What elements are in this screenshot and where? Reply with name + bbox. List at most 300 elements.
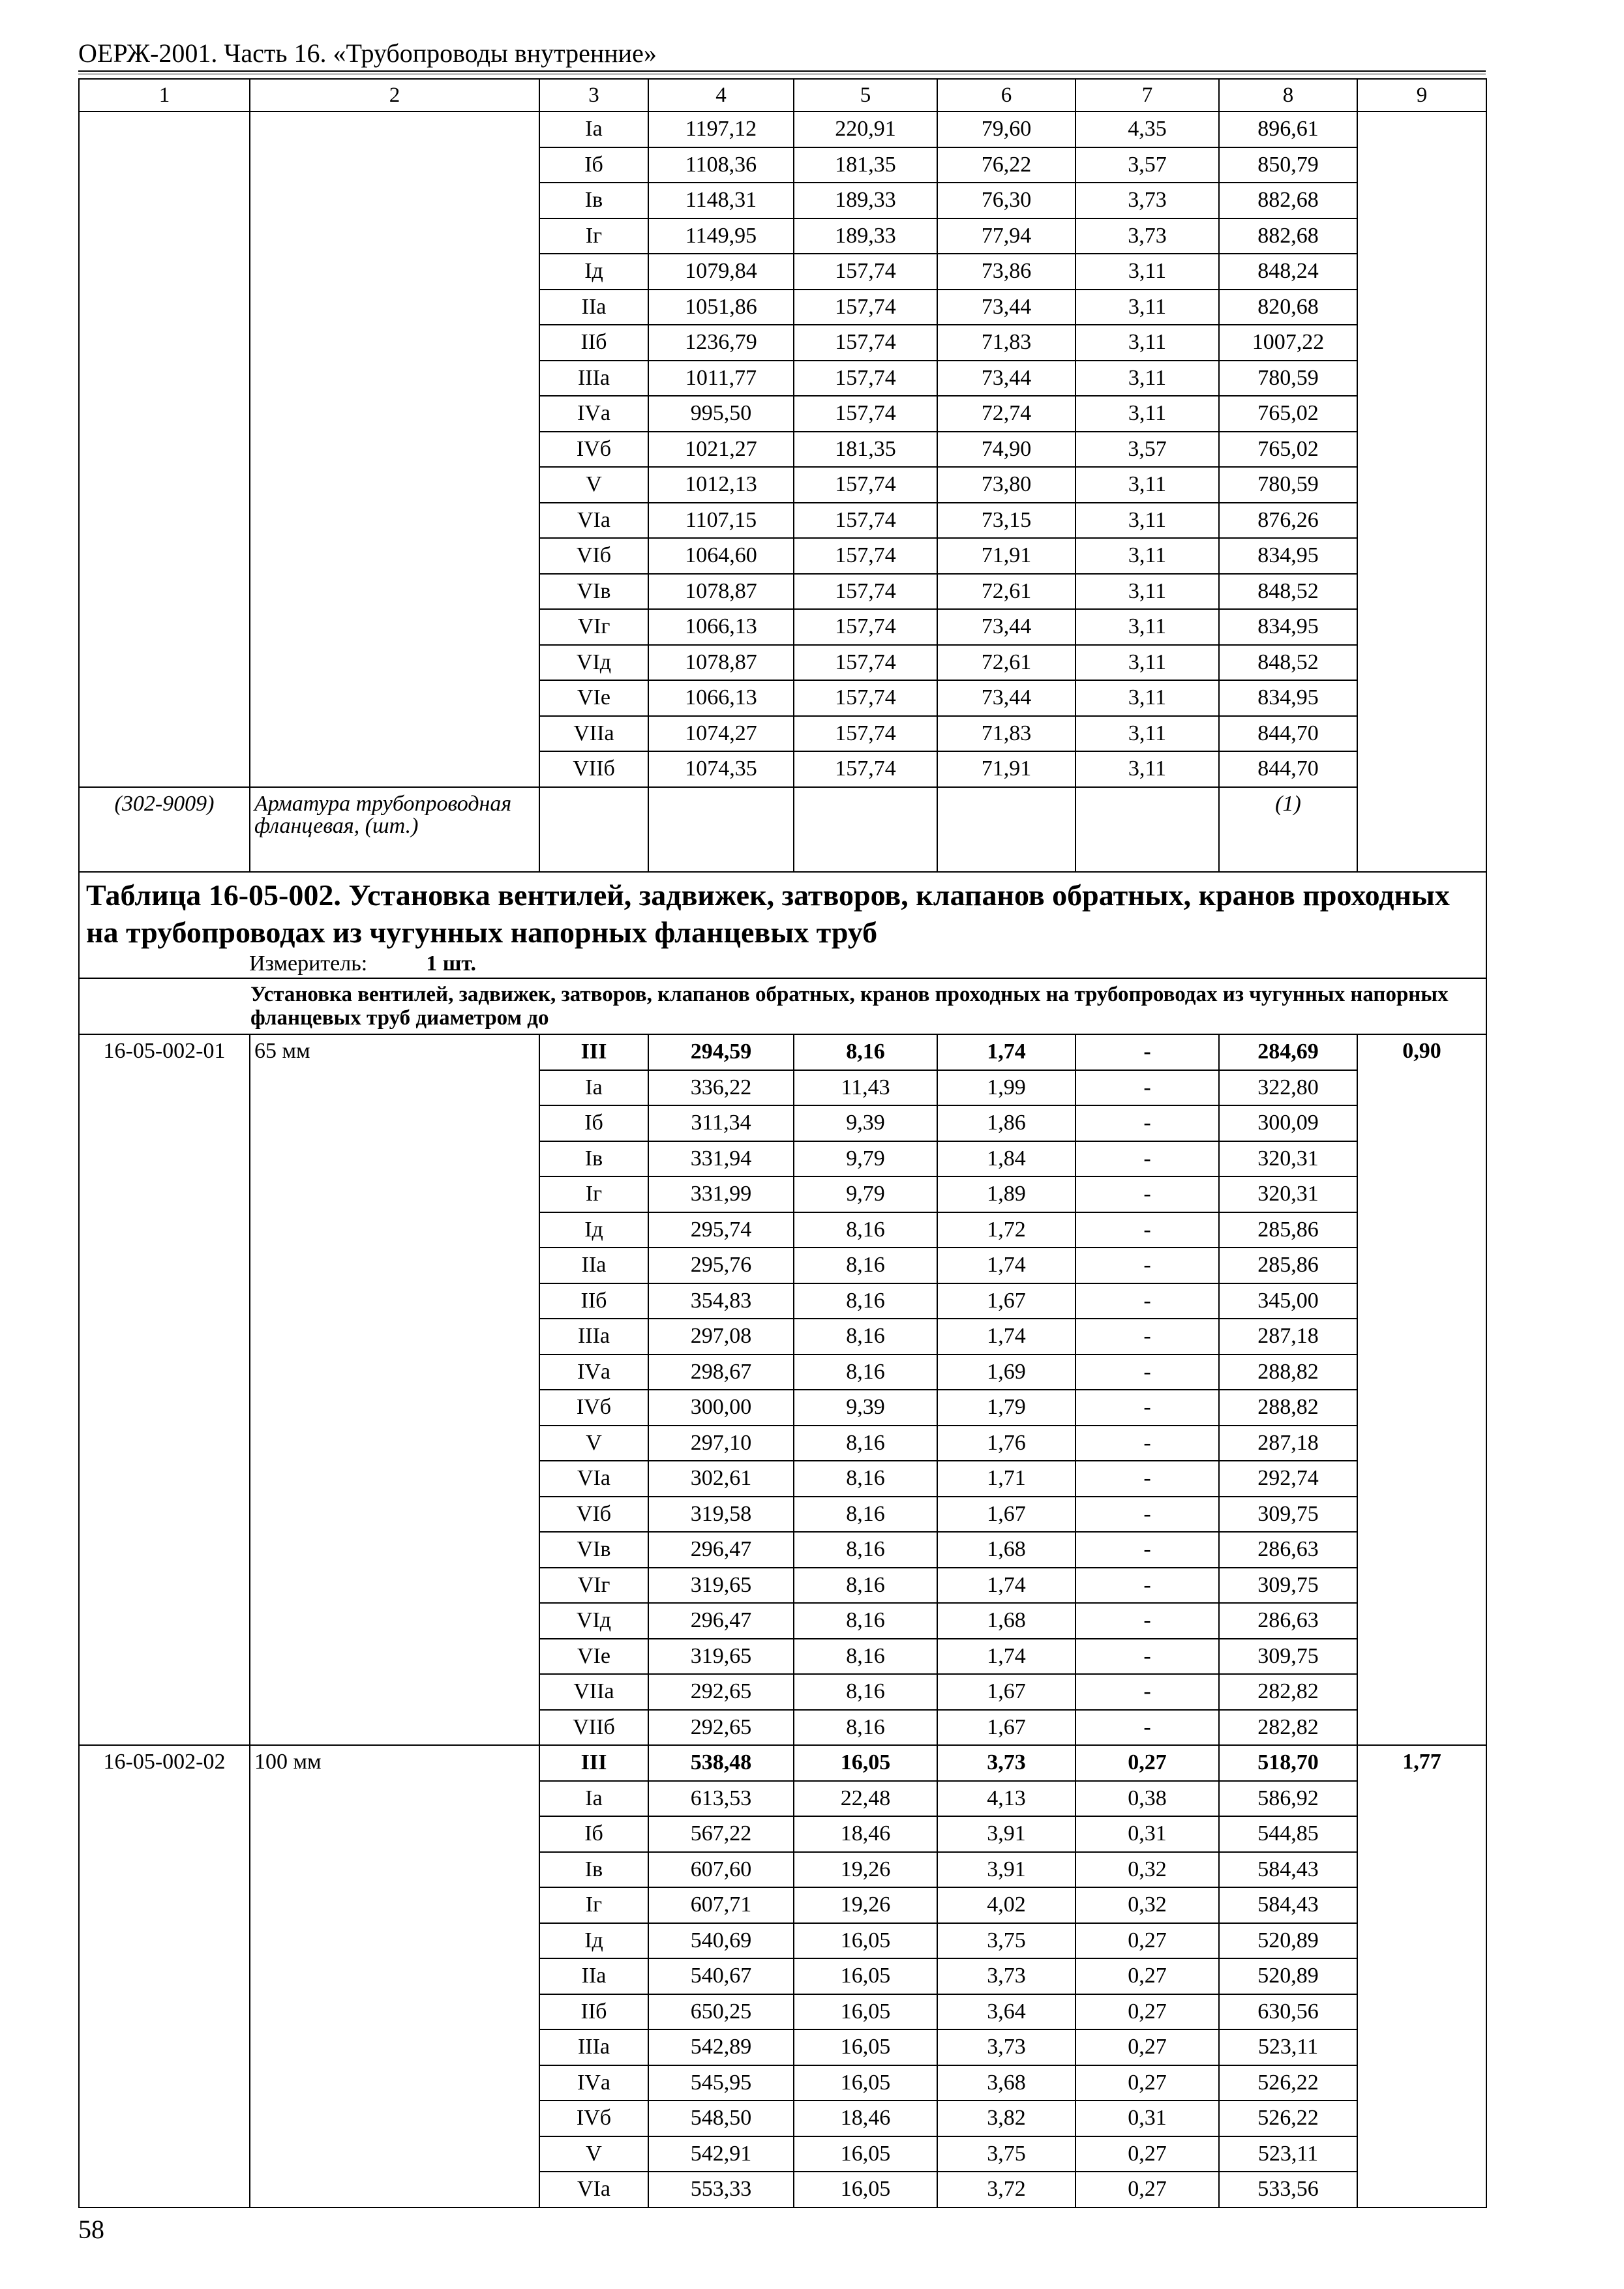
value-cell: 553,33 [648,2172,794,2207]
value-cell: 73,44 [937,290,1075,325]
zone-cell: VIб [539,1497,648,1533]
value-cell: 1074,27 [648,716,794,752]
value-cell: 309,75 [1219,1497,1357,1533]
value-cell: 285,86 [1219,1248,1357,1283]
zone-cell: III [539,1034,648,1070]
value-cell: 1021,27 [648,432,794,468]
measure-value: 1 шт. [426,951,477,976]
value-cell: 8,16 [794,1212,937,1248]
value-cell: 157,74 [794,645,937,681]
zone-cell: VIа [539,503,648,539]
page-number: 58 [78,2215,104,2244]
zone-cell: VIа [539,1461,648,1497]
value-cell: 189,33 [794,218,937,254]
value-cell: 0,27 [1075,1958,1219,1994]
value-cell: 71,83 [937,716,1075,752]
value-cell: 518,70 [1219,1745,1357,1781]
zone-cell: VIв [539,574,648,610]
column-number: 2 [250,79,539,112]
value-cell: - [1075,1426,1219,1461]
value-cell: 8,16 [794,1461,937,1497]
value-cell: 1,68 [937,1603,1075,1639]
value-cell: - [1075,1176,1219,1212]
zone-cell: VIе [539,1639,648,1675]
value-cell: - [1075,1532,1219,1568]
value-cell: 16,05 [794,1994,937,2030]
value-cell: 73,86 [937,254,1075,290]
value-cell: 288,82 [1219,1354,1357,1390]
zone-cell: VIг [539,1568,648,1604]
value-cell: 0,32 [1075,1887,1219,1923]
value-cell: 4,02 [937,1887,1075,1923]
value-cell: 0,27 [1075,2136,1219,2172]
column-number: 1 [79,79,250,112]
value-cell: 79,60 [937,112,1075,147]
value-cell: 16,05 [794,2029,937,2065]
zone-cell: Iа [539,1781,648,1817]
empty-cell [648,787,794,872]
value-cell: 1078,87 [648,574,794,610]
value-cell: 1,74 [937,1319,1075,1354]
column-number: 9 [1357,79,1486,112]
labor-value: 0,90 [1357,1034,1486,1745]
zone-cell: VIа [539,2172,648,2207]
value-cell: 157,74 [794,396,937,432]
value-cell: 157,74 [794,503,937,539]
table-title-row [79,872,1486,978]
zone-cell: IIIа [539,2029,648,2065]
table-description: Установка вентилей, задвижек, затворов, клапанов обратных, кранов проходных на трубопроводах из чугунных напорных фланцевых труб диаметром до [250,982,1449,1030]
value-cell: 8,16 [794,1354,937,1390]
value-cell: - [1075,1070,1219,1106]
col9-empty [1357,112,1486,872]
value-cell: 3,11 [1075,609,1219,645]
value-cell: 1108,36 [648,147,794,183]
value-cell: 1,74 [937,1034,1075,1070]
value-cell: 19,26 [794,1852,937,1888]
column-number: 6 [937,79,1075,112]
value-cell: 3,73 [937,1745,1075,1781]
zone-cell: VIг [539,609,648,645]
value-cell: 0,27 [1075,2065,1219,2101]
value-cell: 1074,35 [648,751,794,787]
zone-cell: VIIб [539,1710,648,1746]
value-cell: 73,44 [937,680,1075,716]
value-cell: 320,31 [1219,1176,1357,1212]
table-row [79,1745,1486,1781]
rate-code: 16-05-002-02 [79,1745,250,2207]
value-cell: 76,30 [937,183,1075,218]
value-cell: 3,82 [937,2101,1075,2136]
value-cell: 542,91 [648,2136,794,2172]
value-cell: 1,71 [937,1461,1075,1497]
zone-cell: IIб [539,1994,648,2030]
zone-cell: Iа [539,1070,648,1106]
value-cell: 1,86 [937,1105,1075,1141]
value-cell: 73,15 [937,503,1075,539]
zone-cell: IVа [539,396,648,432]
value-cell: 157,74 [794,680,937,716]
value-cell: 157,74 [794,361,937,396]
value-cell: 3,73 [937,1958,1075,1994]
value-cell: 630,56 [1219,1994,1357,2030]
value-cell: 294,59 [648,1034,794,1070]
value-cell: 3,64 [937,1994,1075,2030]
value-cell: 8,16 [794,1532,937,1568]
value-cell: 295,74 [648,1212,794,1248]
value-cell: 1236,79 [648,325,794,361]
value-cell: - [1075,1497,1219,1533]
value-cell: 8,16 [794,1710,937,1746]
value-cell: 1,74 [937,1248,1075,1283]
value-cell: 584,43 [1219,1887,1357,1923]
value-cell: 292,65 [648,1710,794,1746]
zone-cell: VIд [539,645,648,681]
table-title-cell [79,872,1486,978]
zone-cell: IVа [539,1354,648,1390]
value-cell: 848,52 [1219,645,1357,681]
value-cell: 834,95 [1219,538,1357,574]
value-cell: 0,27 [1075,2029,1219,2065]
value-cell: 3,11 [1075,645,1219,681]
zone-cell: IVб [539,2101,648,2136]
value-cell: 309,75 [1219,1568,1357,1604]
value-cell: 16,05 [794,1958,937,1994]
empty-cell [539,787,648,872]
value-cell: 297,10 [648,1426,794,1461]
value-cell: 4,35 [1075,112,1219,147]
table-body [79,79,1486,2207]
value-cell: 1079,84 [648,254,794,290]
value-cell: 3,11 [1075,680,1219,716]
value-cell: 4,13 [937,1781,1075,1817]
zone-cell: Iб [539,1816,648,1852]
value-cell: 1,89 [937,1176,1075,1212]
value-cell: 650,25 [648,1994,794,2030]
value-cell: 282,82 [1219,1710,1357,1746]
value-cell: 220,91 [794,112,937,147]
value-cell: 292,65 [648,1674,794,1710]
armature-row [79,787,1486,872]
value-cell: - [1075,1248,1219,1283]
value-cell: 1066,13 [648,680,794,716]
zone-cell: Iд [539,1923,648,1959]
value-cell: 3,57 [1075,432,1219,468]
rate-name: 65 мм [250,1034,539,1745]
value-cell: 157,74 [794,467,937,503]
value-cell: 71,91 [937,538,1075,574]
value-cell: 16,05 [794,2172,937,2207]
value-cell: 844,70 [1219,716,1357,752]
value-cell: 1066,13 [648,609,794,645]
value-cell: 995,50 [648,396,794,432]
value-cell: 298,67 [648,1354,794,1390]
zone-cell: V [539,467,648,503]
value-cell: - [1075,1568,1219,1604]
value-cell: 296,47 [648,1603,794,1639]
value-cell: - [1075,1603,1219,1639]
value-cell: 8,16 [794,1319,937,1354]
value-cell: 309,75 [1219,1639,1357,1675]
value-cell: 8,16 [794,1603,937,1639]
zone-cell: Iа [539,112,648,147]
value-cell: 8,16 [794,1568,937,1604]
value-cell: 311,34 [648,1105,794,1141]
value-cell: 542,89 [648,2029,794,2065]
value-cell: 73,44 [937,609,1075,645]
value-cell: 0,31 [1075,1816,1219,1852]
value-cell: 844,70 [1219,751,1357,787]
description-cell [79,978,1486,1035]
value-cell: 3,68 [937,2065,1075,2101]
value-cell: 848,24 [1219,254,1357,290]
value-cell: 1149,95 [648,218,794,254]
value-cell: 8,16 [794,1497,937,1533]
zone-cell: VIIа [539,716,648,752]
zone-cell: IVа [539,2065,648,2101]
value-cell: 567,22 [648,1816,794,1852]
value-cell: 319,58 [648,1497,794,1533]
value-cell: 72,61 [937,645,1075,681]
value-cell: 1,76 [937,1426,1075,1461]
value-cell: - [1075,1283,1219,1319]
value-cell: 319,65 [648,1568,794,1604]
value-cell: 282,82 [1219,1674,1357,1710]
value-cell: 331,99 [648,1176,794,1212]
value-cell: - [1075,1212,1219,1248]
column-number: 3 [539,79,648,112]
value-cell: 302,61 [648,1461,794,1497]
value-cell: 3,72 [937,2172,1075,2207]
value-cell: 3,75 [937,1923,1075,1959]
value-cell: 0,38 [1075,1781,1219,1817]
value-cell: 1,67 [937,1710,1075,1746]
value-cell: - [1075,1319,1219,1354]
value-cell: 77,94 [937,218,1075,254]
value-cell: 331,94 [648,1141,794,1177]
value-cell: 8,16 [794,1674,937,1710]
value-cell: 354,83 [648,1283,794,1319]
value-cell: 18,46 [794,2101,937,2136]
value-cell: 3,11 [1075,467,1219,503]
empty-cell [937,787,1075,872]
value-cell: 3,11 [1075,361,1219,396]
zone-cell: Iв [539,1852,648,1888]
value-cell: 3,11 [1075,538,1219,574]
zone-cell: IIа [539,1958,648,1994]
value-cell: 545,95 [648,2065,794,2101]
rate-code: 16-05-002-01 [79,1034,250,1745]
price-table [78,78,1487,2208]
zone-cell: VIIа [539,1674,648,1710]
value-cell: 1148,31 [648,183,794,218]
value-cell: 336,22 [648,1070,794,1106]
value-cell: 3,11 [1075,254,1219,290]
zone-cell: Iг [539,1887,648,1923]
value-cell: 8,16 [794,1283,937,1319]
value-cell: 72,74 [937,396,1075,432]
value-cell: 292,74 [1219,1461,1357,1497]
value-cell: 523,11 [1219,2136,1357,2172]
value-cell: 16,05 [794,1745,937,1781]
value-cell: 288,82 [1219,1390,1357,1426]
value-cell: - [1075,1674,1219,1710]
value-cell: 538,48 [648,1745,794,1781]
value-cell: 882,68 [1219,218,1357,254]
value-cell: 71,91 [937,751,1075,787]
value-cell: 8,16 [794,1639,937,1675]
value-cell: 526,22 [1219,2101,1357,2136]
value-cell: 157,74 [794,609,937,645]
value-cell: 523,11 [1219,2029,1357,2065]
value-cell: 584,43 [1219,1852,1357,1888]
value-cell: 300,00 [648,1390,794,1426]
value-cell: 765,02 [1219,432,1357,468]
zone-cell: Iг [539,1176,648,1212]
value-cell: 1,67 [937,1674,1075,1710]
value-cell: 607,60 [648,1852,794,1888]
value-cell: 284,69 [1219,1034,1357,1070]
value-cell: 1197,12 [648,112,794,147]
value-cell: 780,59 [1219,467,1357,503]
value-cell: 286,63 [1219,1532,1357,1568]
table-title: Таблица 16-05-002. Установка вентилей, задвижек, затворов, клапанов обратных, кранов проходных на трубопроводах из чугунных напорных фланцевых труб [86,878,1450,949]
empty-cell [1075,787,1219,872]
armature-code: (302-9009) [79,787,250,872]
value-cell: 74,90 [937,432,1075,468]
column-number: 5 [794,79,937,112]
value-cell: 73,44 [937,361,1075,396]
value-cell: 285,86 [1219,1212,1357,1248]
value-cell: 189,33 [794,183,937,218]
value-cell: 9,39 [794,1105,937,1141]
zone-cell: VIб [539,538,648,574]
value-cell: - [1075,1639,1219,1675]
zone-cell: Iв [539,183,648,218]
measure-line [80,951,1486,978]
value-cell: 72,61 [937,574,1075,610]
labor-value: 1,77 [1357,1745,1486,2207]
value-cell: 1,67 [937,1283,1075,1319]
zone-cell: V [539,1426,648,1461]
zone-cell: VIе [539,680,648,716]
value-cell: 613,53 [648,1781,794,1817]
empty-cell [794,787,937,872]
value-cell: 1,67 [937,1497,1075,1533]
value-cell: 3,73 [1075,218,1219,254]
zone-cell: IIб [539,325,648,361]
value-cell: 181,35 [794,432,937,468]
value-cell: 1107,15 [648,503,794,539]
value-cell: 765,02 [1219,396,1357,432]
value-cell: - [1075,1390,1219,1426]
value-cell: 1,79 [937,1390,1075,1426]
value-cell: 3,91 [937,1816,1075,1852]
value-cell: 76,22 [937,147,1075,183]
value-cell: 157,74 [794,325,937,361]
value-cell: 0,27 [1075,1994,1219,2030]
page-header: ОЕРЖ-2001. Часть 16. «Трубопроводы внутренние» [78,38,657,68]
value-cell: 834,95 [1219,680,1357,716]
zone-cell: Iд [539,1212,648,1248]
value-cell: 3,91 [937,1852,1075,1888]
value-cell: 157,74 [794,751,937,787]
description-row [79,978,1486,1035]
zone-cell: Iв [539,1141,648,1177]
value-cell: 1051,86 [648,290,794,325]
value-cell: 3,11 [1075,396,1219,432]
zone-cell: IIIа [539,1319,648,1354]
value-cell: 320,31 [1219,1141,1357,1177]
zone-cell: VIд [539,1603,648,1639]
zone-cell: IIб [539,1283,648,1319]
value-cell: 1,72 [937,1212,1075,1248]
value-cell: 157,74 [794,716,937,752]
value-cell: 3,57 [1075,147,1219,183]
value-cell: 1011,77 [648,361,794,396]
value-cell: 8,16 [794,1034,937,1070]
zone-cell: IIа [539,290,648,325]
zone-cell: VIIб [539,751,648,787]
code-cell-empty [79,112,250,787]
header-rule [78,70,1486,72]
value-cell: 16,05 [794,1923,937,1959]
value-cell: 1,74 [937,1639,1075,1675]
value-cell: 848,52 [1219,574,1357,610]
value-cell: 286,63 [1219,1603,1357,1639]
value-cell: 3,75 [937,2136,1075,2172]
value-cell: 16,05 [794,2065,937,2101]
value-cell: 287,18 [1219,1426,1357,1461]
value-cell: 181,35 [794,147,937,183]
value-cell: 1,99 [937,1070,1075,1106]
value-cell: 0,27 [1075,1745,1219,1781]
value-cell: 896,61 [1219,112,1357,147]
rate-name: 100 мм [250,1745,539,2207]
value-cell: 1,68 [937,1532,1075,1568]
value-cell: 300,09 [1219,1105,1357,1141]
value-cell: 520,89 [1219,1923,1357,1959]
value-cell: 287,18 [1219,1319,1357,1354]
value-cell: 9,79 [794,1141,937,1177]
value-cell: 1064,60 [648,538,794,574]
value-cell: 780,59 [1219,361,1357,396]
value-cell: 22,48 [794,1781,937,1817]
value-cell: 1,74 [937,1568,1075,1604]
value-cell: 295,76 [648,1248,794,1283]
value-cell: 586,92 [1219,1781,1357,1817]
value-cell: 157,74 [794,290,937,325]
value-cell: 157,74 [794,538,937,574]
value-cell: 0,32 [1075,1852,1219,1888]
zone-cell: IIа [539,1248,648,1283]
value-cell: 296,47 [648,1532,794,1568]
value-cell: 1012,13 [648,467,794,503]
value-cell: 607,71 [648,1887,794,1923]
value-cell: 3,11 [1075,290,1219,325]
zone-cell: Iг [539,218,648,254]
value-cell: 1,69 [937,1354,1075,1390]
value-cell: 9,39 [794,1390,937,1426]
value-cell: 3,11 [1075,325,1219,361]
table-row [79,112,1486,147]
value-cell: 0,27 [1075,2172,1219,2207]
zone-cell: VIв [539,1532,648,1568]
value-cell: - [1075,1034,1219,1070]
value-cell: 3,11 [1075,503,1219,539]
zone-cell: Iд [539,254,648,290]
value-cell: - [1075,1354,1219,1390]
